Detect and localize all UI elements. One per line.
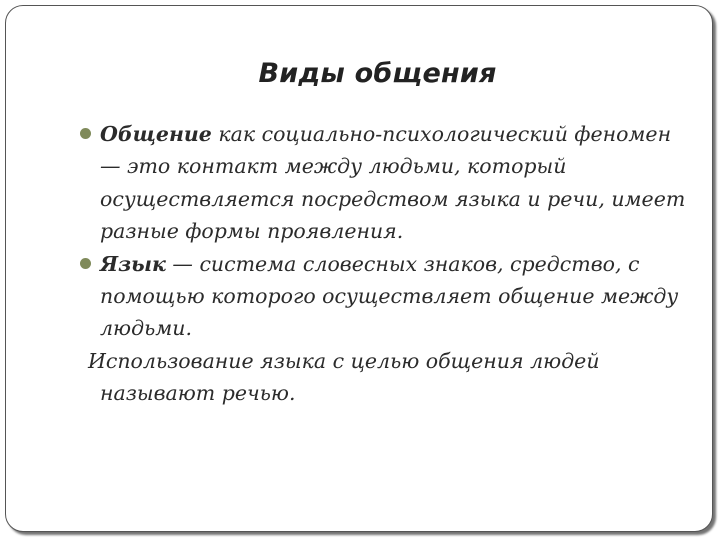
bullet-item-obshchenie bbox=[76, 118, 686, 248]
bullet-text: — система словесных знаков, средство, с помощью которого осуществляет общение между людьми. bbox=[100, 251, 679, 341]
slide-title: Виды общения bbox=[258, 58, 497, 89]
bullet-dot-icon bbox=[80, 258, 91, 269]
slide-content bbox=[76, 118, 686, 410]
bullet-term: Общение bbox=[100, 122, 212, 146]
bullet-dot-icon bbox=[80, 128, 91, 139]
bullet-item-yazyk bbox=[76, 248, 686, 345]
bullet-term: Язык bbox=[100, 251, 166, 276]
bullet-text: как социально-психологический феномен — это контакт между людьми, который осуществляется посредством языка и речи, имеет разные формы проявления. bbox=[100, 122, 686, 244]
speech-definition-paragraph: Использование языка с целью общения людей называют речью. bbox=[88, 348, 600, 406]
